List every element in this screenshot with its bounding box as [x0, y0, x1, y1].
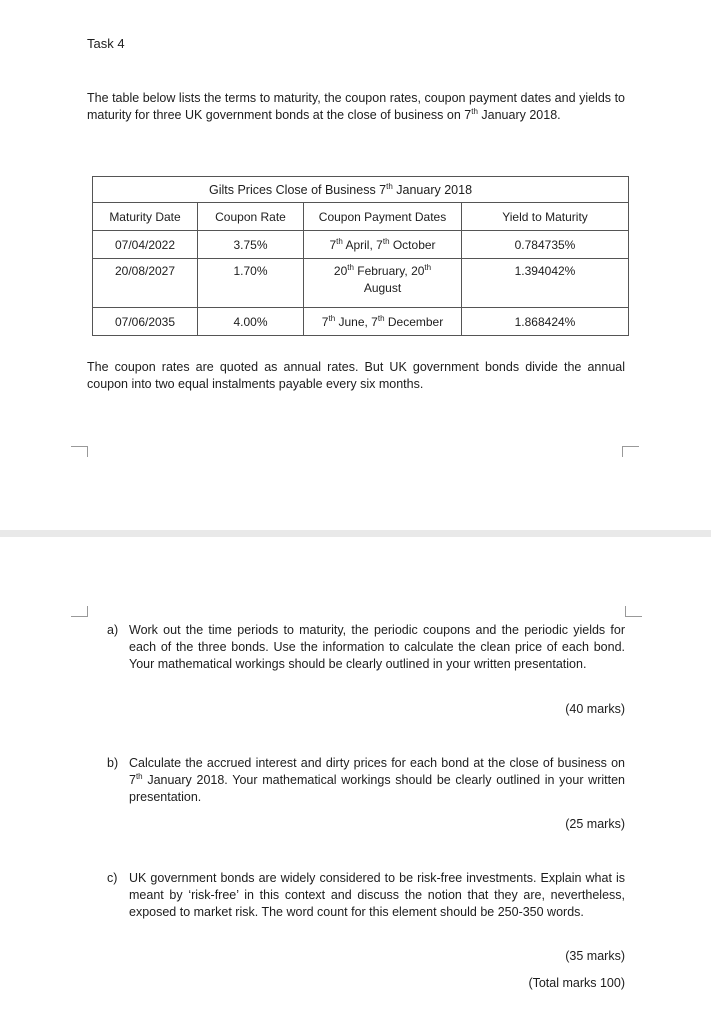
coupon-note: The coupon rates are quoted as annual rates. But UK government bonds divide the annual coupon into two equal instalments payable every six months.: [87, 360, 625, 391]
cell-yield: 1.394042%: [462, 259, 629, 308]
table-row: [93, 308, 629, 336]
cell-payment-dates: 7th June, 7th December: [304, 308, 462, 336]
question-label: b): [107, 756, 119, 770]
cell-coupon: 3.75%: [198, 231, 304, 259]
question-text: Work out the time periods to maturity, the periodic coupons and the periodic yields for each of the three bonds. Use the information to calculate the clean price of each bond. Your mathematical workings should be clearly outlined in your written presentation.: [129, 623, 625, 671]
table-row: [93, 259, 629, 308]
question-b: [107, 755, 625, 806]
cell-maturity: 20/08/2027: [93, 259, 198, 308]
cell-coupon: 1.70%: [198, 259, 304, 308]
table-row: [93, 231, 629, 259]
cell-maturity: 07/06/2035: [93, 308, 198, 336]
crop-mark: [71, 606, 88, 617]
intro-paragraph: The table below lists the terms to maturity, the coupon rates, coupon payment dates and yields to maturity for three UK government bonds at the close of business on 7th January 2018.: [87, 91, 625, 122]
table-caption: Gilts Prices Close of Business 7th January 2018: [93, 177, 629, 203]
question-text: UK government bonds are widely considered to be risk-free investments. Explain what is meant by ‘risk-free’ in this context and discuss the notion that they are, nevertheless, exposed to market risk. The word count for this element should be 250-350 words.: [129, 871, 625, 919]
crop-mark: [625, 606, 642, 617]
cell-yield: 0.784735%: [462, 231, 629, 259]
header-coupon-rate: Coupon Rate: [198, 203, 304, 231]
crop-mark: [622, 446, 639, 457]
task-title: Task 4: [87, 36, 125, 51]
question-label: a): [107, 623, 119, 637]
marks-c: (35 marks): [565, 949, 625, 963]
marks-a: (40 marks): [565, 702, 625, 716]
header-coupon-payment-dates: Coupon Payment Dates: [304, 203, 462, 231]
gilts-table: [92, 176, 629, 336]
cell-payment-dates: 7th April, 7th October: [304, 231, 462, 259]
header-maturity-date: Maturity Date: [93, 203, 198, 231]
table-header-row: [93, 203, 629, 231]
cell-yield: 1.868424%: [462, 308, 629, 336]
cell-coupon: 4.00%: [198, 308, 304, 336]
header-yield-to-maturity: Yield to Maturity: [462, 203, 629, 231]
total-marks: (Total marks 100): [528, 976, 625, 990]
cell-payment-dates: 20th February, 20th August: [304, 259, 462, 308]
crop-mark: [71, 446, 88, 457]
question-c: [107, 870, 625, 921]
question-text: Calculate the accrued interest and dirty prices for each bond at the close of business on 7th January 2018. Your mathematical workings should be clearly outlined in your written presentation.: [129, 756, 625, 804]
page-separator: [0, 530, 711, 537]
question-a: [107, 622, 625, 673]
marks-b: (25 marks): [565, 817, 625, 831]
cell-maturity: 07/04/2022: [93, 231, 198, 259]
question-label: c): [107, 871, 118, 885]
